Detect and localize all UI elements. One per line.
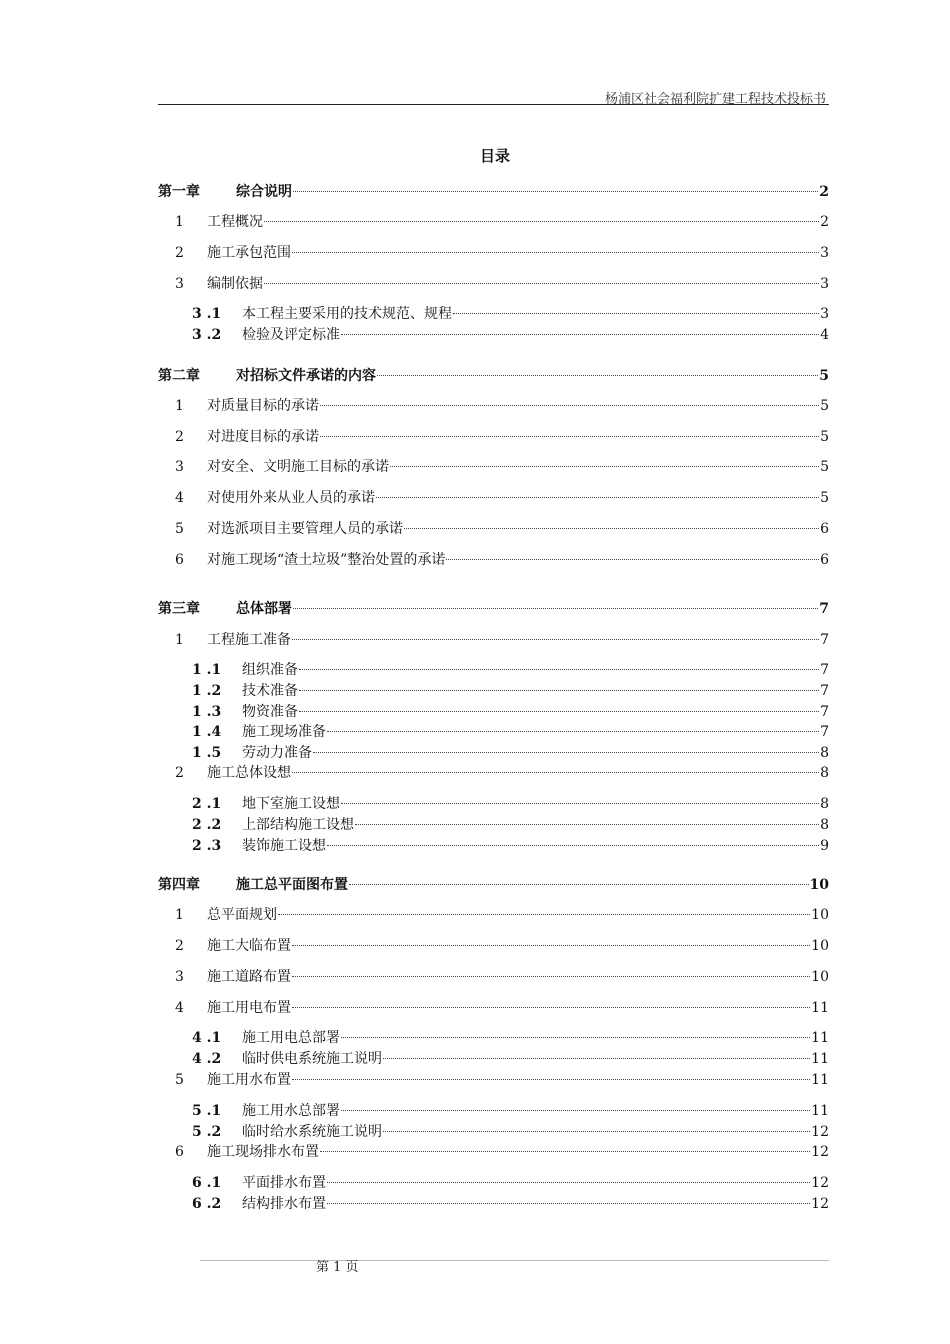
toc-entry-page: 11 [811,1030,829,1046]
toc-subsection-entry[interactable] [192,836,829,856]
toc-entry-page: 7 [820,683,829,699]
toc-entry-number: 第三章 [158,601,200,617]
toc-dot-leader [292,1079,810,1080]
toc-entry-title: 施工现场准备 [242,724,326,740]
toc-dot-leader [278,914,810,915]
toc-entry-number: 4 [175,490,184,506]
toc-entry-number: 6 [175,1144,184,1160]
toc-entry-title: 施工用水布置 [207,1072,291,1088]
toc-subsection-entry[interactable] [192,660,829,680]
toc-subsection-entry[interactable] [192,325,829,345]
toc-entry-title: 对安全、文明施工目标的承诺 [207,459,389,475]
toc-section-entry[interactable] [175,519,829,539]
toc-entry-page: 7 [820,724,829,740]
toc-dot-leader [341,1110,810,1111]
toc-entry-number: 2 .3 [192,838,222,854]
toc-subsection-entry[interactable] [192,794,829,814]
toc-section-entry[interactable] [175,243,829,263]
toc-subsection-entry[interactable] [192,1122,829,1142]
toc-dot-leader [341,1037,810,1038]
toc-entry-page: 5 [820,490,829,506]
toc-section-entry[interactable] [175,274,829,294]
toc-entry-number: 4 [175,1000,184,1016]
toc-entry-title: 物资准备 [242,704,298,720]
toc-dot-leader [299,669,819,670]
toc-dot-leader [349,884,809,885]
toc-entry-title: 综合说明 [236,184,292,200]
toc-title: 目录 [479,147,510,165]
toc-dot-leader [327,731,819,732]
toc-subsection-entry[interactable] [192,1194,829,1214]
toc-dot-leader [341,803,819,804]
toc-section-entry[interactable] [175,936,829,956]
toc-entry-title: 施工用电总部署 [242,1030,340,1046]
toc-entry-page: 12 [811,1175,829,1191]
toc-entry-number: 1 .2 [192,683,222,699]
toc-entry-page: 8 [820,765,829,781]
toc-entry-page: 7 [819,601,829,617]
toc-subsection-entry[interactable] [192,304,829,324]
toc-dot-leader [320,1151,810,1152]
toc-subsection-entry[interactable] [192,1049,829,1069]
toc-dot-leader [313,752,819,753]
toc-entry-number: 1 [175,632,184,648]
toc-subsection-entry[interactable] [192,1028,829,1048]
toc-section-entry[interactable] [175,967,829,987]
toc-entry-number: 6 .2 [192,1196,222,1212]
toc-dot-leader [453,313,819,314]
toc-entry-title: 对使用外来从业人员的承诺 [207,490,375,506]
toc-dot-leader [327,1203,810,1204]
toc-entry-title: 对质量目标的承诺 [207,398,319,414]
toc-entry-page: 3 [820,306,829,322]
toc-dot-leader [320,436,819,437]
toc-dot-leader [327,1182,810,1183]
toc-entry-page: 10 [811,969,829,985]
toc-entry-title: 临时给水系统施工说明 [242,1124,382,1140]
toc-entry-number: 5 [175,1072,184,1088]
toc-entry-title: 施工道路布置 [207,969,291,985]
toc-entry-number: 5 .2 [192,1124,222,1140]
toc-entry-number: 4 .1 [192,1030,222,1046]
toc-subsection-entry[interactable] [192,722,829,742]
toc-entry-title: 施工承包范围 [207,245,291,261]
toc-dot-leader [383,1131,810,1132]
toc-entry-number: 4 .2 [192,1051,222,1067]
toc-entry-page: 7 [820,632,829,648]
toc-entry-title: 本工程主要采用的技术规范、规程 [242,306,452,322]
toc-entry-title: 工程施工准备 [207,632,291,648]
toc-entry-number: 5 .1 [192,1103,222,1119]
footer-page-number: 第 1 页 [316,1260,359,1275]
toc-entry-title: 对选派项目主要管理人员的承诺 [207,521,403,537]
toc-section-entry[interactable] [175,905,829,925]
toc-entry-number: 3 .1 [192,306,222,322]
toc-section-entry[interactable] [175,427,829,447]
toc-entry-title: 结构排水布置 [242,1196,326,1212]
toc-chapter-entry[interactable] [158,366,829,386]
toc-entry-page: 11 [811,1051,829,1067]
toc-subsection-entry[interactable] [192,1101,829,1121]
toc-dot-leader [383,1058,810,1059]
toc-entry-page: 8 [820,745,829,761]
toc-dot-leader [299,690,819,691]
toc-subsection-entry[interactable] [192,743,829,763]
toc-dot-leader [376,497,819,498]
toc-entry-number: 2 .1 [192,796,222,812]
toc-section-entry[interactable] [175,212,829,232]
toc-entry-number: 3 [175,459,184,475]
toc-entry-title: 施工总体设想 [207,765,291,781]
toc-dot-leader [377,375,818,376]
toc-entry-number: 第四章 [158,877,200,893]
toc-entry-title: 上部结构施工设想 [242,817,354,833]
toc-entry-number: 6 .1 [192,1175,222,1191]
toc-chapter-entry[interactable] [158,599,829,619]
toc-entry-number: 1 .1 [192,662,222,678]
toc-dot-leader [299,711,819,712]
toc-dot-leader [292,1007,810,1008]
toc-dot-leader [264,283,819,284]
toc-entry-title: 施工总平面图布置 [236,877,348,893]
toc-entry-page: 12 [811,1196,829,1212]
toc-section-entry[interactable] [175,550,829,570]
toc-dot-leader [320,405,819,406]
toc-entry-number: 1 [175,214,184,230]
toc-entry-number: 3 [175,969,184,985]
toc-dot-leader [341,334,819,335]
toc-entry-title: 对施工现场“渣土垃圾”整治处置的承诺 [207,552,446,568]
toc-dot-leader [292,772,819,773]
toc-entry-page: 10 [811,907,829,923]
toc-entry-page: 6 [820,521,829,537]
toc-section-entry[interactable] [175,1142,829,1162]
toc-entry-title: 组织准备 [242,662,298,678]
toc-entry-title: 编制依据 [207,276,263,292]
toc-subsection-entry[interactable] [192,702,829,722]
toc-entry-title: 技术准备 [242,683,298,699]
toc-entry-title: 对招标文件承诺的内容 [236,368,376,384]
toc-dot-leader [292,252,819,253]
toc-dot-leader [292,639,819,640]
toc-entry-number: 1 .3 [192,704,222,720]
toc-entry-page: 3 [820,276,829,292]
toc-subsection-entry[interactable] [192,1173,829,1193]
toc-entry-title: 工程概况 [207,214,263,230]
toc-entry-page: 2 [819,184,829,200]
toc-entry-page: 6 [820,552,829,568]
footer-divider [200,1260,829,1261]
toc-entry-number: 2 [175,429,184,445]
toc-entry-number: 2 [175,245,184,261]
toc-entry-number: 5 [175,521,184,537]
toc-dot-leader [355,824,819,825]
toc-entry-number: 2 [175,938,184,954]
toc-chapter-entry[interactable] [158,875,829,895]
toc-entry-title: 施工用电布置 [207,1000,291,1016]
toc-entry-title: 施工大临布置 [207,938,291,954]
toc-entry-number: 第二章 [158,368,200,384]
toc-entry-page: 11 [811,1072,829,1088]
toc-entry-page: 8 [820,796,829,812]
toc-entry-number: 1 [175,907,184,923]
toc-section-entry[interactable] [175,457,829,477]
toc-entry-number: 1 .4 [192,724,222,740]
toc-section-entry[interactable] [175,630,829,650]
toc-entry-title: 对进度目标的承诺 [207,429,319,445]
toc-entry-page: 12 [811,1144,829,1160]
toc-entry-page: 7 [820,704,829,720]
toc-entry-page: 11 [811,1000,829,1016]
toc-entry-title: 临时供电系统施工说明 [242,1051,382,1067]
toc-entry-title: 检验及评定标准 [242,327,340,343]
toc-entry-page: 5 [819,368,829,384]
toc-entry-number: 1 .5 [192,745,222,761]
toc-entry-page: 10 [811,938,829,954]
toc-dot-leader [292,976,810,977]
toc-dot-leader [327,845,819,846]
toc-entry-page: 11 [811,1103,829,1119]
toc-dot-leader [390,466,819,467]
toc-entry-page: 9 [820,838,829,854]
toc-entry-page: 3 [820,245,829,261]
toc-dot-leader [446,559,819,560]
toc-dot-leader [264,221,819,222]
toc-subsection-entry[interactable] [192,681,829,701]
toc-entry-page: 5 [820,459,829,475]
toc-dot-leader [292,945,810,946]
toc-entry-page: 2 [820,214,829,230]
toc-entry-page: 4 [820,327,829,343]
toc-entry-page: 5 [820,429,829,445]
toc-dot-leader [404,528,819,529]
toc-dot-leader [293,608,818,609]
toc-entry-title: 总体部署 [236,601,292,617]
toc-entry-page: 5 [820,398,829,414]
toc-section-entry[interactable] [175,1070,829,1090]
toc-entry-number: 2 [175,765,184,781]
toc-entry-title: 施工用水总部署 [242,1103,340,1119]
toc-entry-number: 6 [175,552,184,568]
toc-entry-title: 劳动力准备 [242,745,312,761]
toc-entry-number: 1 [175,398,184,414]
toc-entry-number: 2 .2 [192,817,222,833]
toc-entry-title: 施工现场排水布置 [207,1144,319,1160]
toc-section-entry[interactable] [175,396,829,416]
toc-chapter-entry[interactable] [158,182,829,202]
toc-entry-title: 平面排水布置 [242,1175,326,1191]
document-header-title: 杨浦区社会福利院扩建工程技术投标书 [604,92,826,107]
toc-subsection-entry[interactable] [192,815,829,835]
toc-section-entry[interactable] [175,998,829,1018]
toc-section-entry[interactable] [175,488,829,508]
toc-entry-page: 12 [811,1124,829,1140]
toc-entry-number: 第一章 [158,184,200,200]
toc-entry-title: 装饰施工设想 [242,838,326,854]
toc-dot-leader [293,191,818,192]
toc-entry-page: 8 [820,817,829,833]
toc-section-entry[interactable] [175,763,829,783]
toc-entry-page: 7 [820,662,829,678]
toc-entry-page: 10 [809,877,829,893]
toc-entry-title: 总平面规划 [207,907,277,923]
toc-entry-number: 3 .2 [192,327,222,343]
toc-entry-title: 地下室施工设想 [242,796,340,812]
toc-entry-number: 3 [175,276,184,292]
